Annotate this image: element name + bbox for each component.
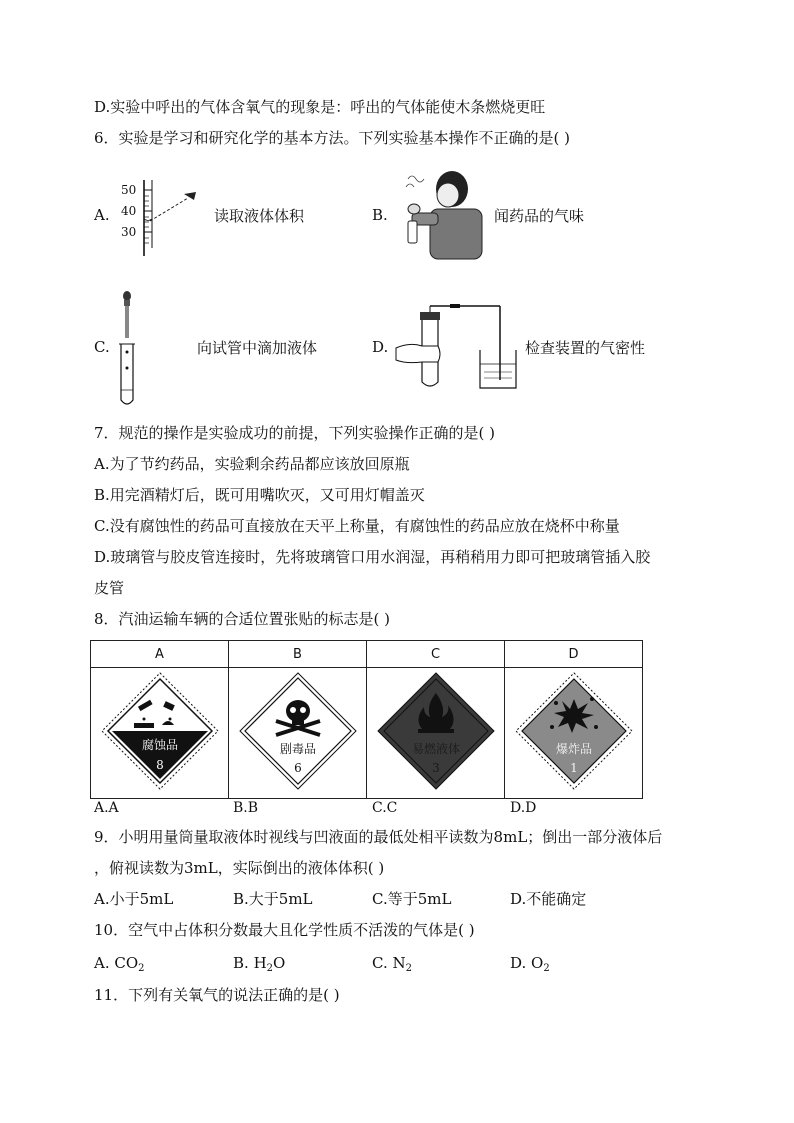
q9-option-c: C.等于5mL	[372, 890, 452, 908]
q6-a-tick-30: 30	[121, 225, 137, 239]
q6-option-b-letter: B.	[372, 206, 388, 224]
q8-stem: 8．汽油运输车辆的合适位置张贴的标志是( )	[94, 610, 391, 628]
q8-answer-c: C.C	[372, 800, 398, 816]
q10-a-formula: CO	[114, 954, 139, 972]
q10-c-prefix: C.	[372, 954, 393, 972]
q11-stem: 11．下列有关氧气的说法正确的是( )	[94, 986, 340, 1004]
q6-stem: 6．实验是学习和研究化学的基本方法。下列实验基本操作不正确的是( )	[94, 129, 571, 147]
q7-option-b: B.用完酒精灯后，既可用嘴吹灭，又可用灯帽盖灭	[94, 486, 425, 504]
q7-option-d-line2: 皮管	[94, 579, 125, 597]
q7-option-d-line1: D.玻璃管与胶皮管连接时，先将玻璃管口用水润湿，再稍稍用力即可把玻璃管插入胶	[94, 548, 651, 566]
q6-option-c-caption: 向试管中滴加液体	[197, 339, 318, 357]
hazard-sign-table	[90, 640, 643, 799]
q10-option-a	[94, 953, 145, 979]
sign-cell-b	[229, 668, 367, 799]
q9-stem-line2: ，俯视读数为3mL，实际倒出的液体体积( )	[94, 859, 385, 877]
corrosive-sign	[98, 669, 222, 793]
sign-number-b: 6	[293, 761, 302, 775]
q10-option-b	[233, 953, 285, 979]
sign-number-a: 8	[155, 758, 164, 772]
q5-option-d: D.实验中呼出的气体含氧气的现象是：呼出的气体能使木条燃烧更旺	[94, 98, 546, 116]
q8-answer-a: A.A	[94, 800, 119, 816]
airtightness-check-figure	[392, 302, 522, 392]
sign-label-b: 剧毒品	[279, 742, 316, 756]
q10-a-subscript: 2	[138, 963, 145, 974]
q8-answer-d: D.D	[510, 800, 537, 816]
q10-stem: 10．空气中占体积分数最大且化学性质不活泼的气体是( )	[94, 921, 475, 939]
table-header-d: D	[505, 641, 643, 668]
q10-a-prefix: A.	[94, 954, 115, 972]
q6-option-b-caption: 闻药品的气味	[494, 207, 585, 225]
q10-b-formula-end: O	[273, 954, 286, 972]
dropper-test-tube-figure	[113, 290, 143, 410]
q8-answer-b: B.B	[233, 800, 259, 816]
person-smelling-chemical-figure	[390, 165, 490, 260]
sign-cell-a	[91, 668, 229, 799]
q9-option-d: D.不能确定	[510, 890, 587, 908]
toxic-sign	[236, 669, 360, 793]
q10-d-formula: O	[531, 954, 544, 972]
sign-label-a: 腐蚀品	[141, 738, 178, 752]
q6-a-tick-40: 40	[121, 204, 137, 218]
q9-option-b: B.大于5mL	[233, 890, 313, 908]
sign-cell-c	[367, 668, 505, 799]
sign-number-d: 1	[569, 761, 578, 775]
sign-number-c: 3	[431, 761, 440, 775]
q10-option-d	[510, 953, 550, 979]
q9-option-a: A.小于5mL	[94, 890, 174, 908]
q10-b-formula: H	[253, 954, 267, 972]
q10-d-prefix: D.	[510, 954, 532, 972]
q6-option-d-letter: D.	[372, 338, 389, 356]
q10-d-subscript: 2	[543, 963, 550, 974]
q6-option-c-letter: C.	[94, 338, 110, 356]
q7-option-a: A.为了节约药品，实验剩余药品都应该放回原瓶	[94, 455, 410, 473]
q10-b-subscript: 2	[266, 963, 274, 974]
q6-option-d-caption: 检查装置的气密性	[525, 339, 646, 357]
q6-option-a-letter: A.	[94, 206, 110, 224]
table-header-c: C	[367, 641, 505, 668]
table-header-b: B	[229, 641, 367, 668]
q10-c-subscript: 2	[405, 963, 412, 974]
q9-stem-line1: 9．小明用量筒量取液体时视线与凹液面的最低处相平读数为8mL；倒出一部分液体后	[94, 828, 663, 846]
q7-stem: 7．规范的操作是实验成功的前提，下列实验操作正确的是( )	[94, 424, 496, 442]
q10-b-prefix: B.	[233, 954, 254, 972]
sign-label-c: 易燃液体	[411, 742, 460, 756]
q7-option-c: C.没有腐蚀性的药品可直接放在天平上称量，有腐蚀性的药品应放在烧杯中称量	[94, 517, 620, 535]
flammable-liquid-sign	[374, 669, 498, 793]
sign-cell-d	[505, 668, 643, 799]
table-header-a: A	[91, 641, 229, 668]
explosive-sign	[512, 669, 636, 793]
q6-option-a-caption: 读取液体体积	[214, 207, 305, 225]
q10-c-formula: N	[392, 954, 406, 972]
sign-label-d: 爆炸品	[555, 742, 592, 756]
q10-option-c	[372, 953, 412, 979]
q6-a-tick-50: 50	[121, 183, 137, 197]
